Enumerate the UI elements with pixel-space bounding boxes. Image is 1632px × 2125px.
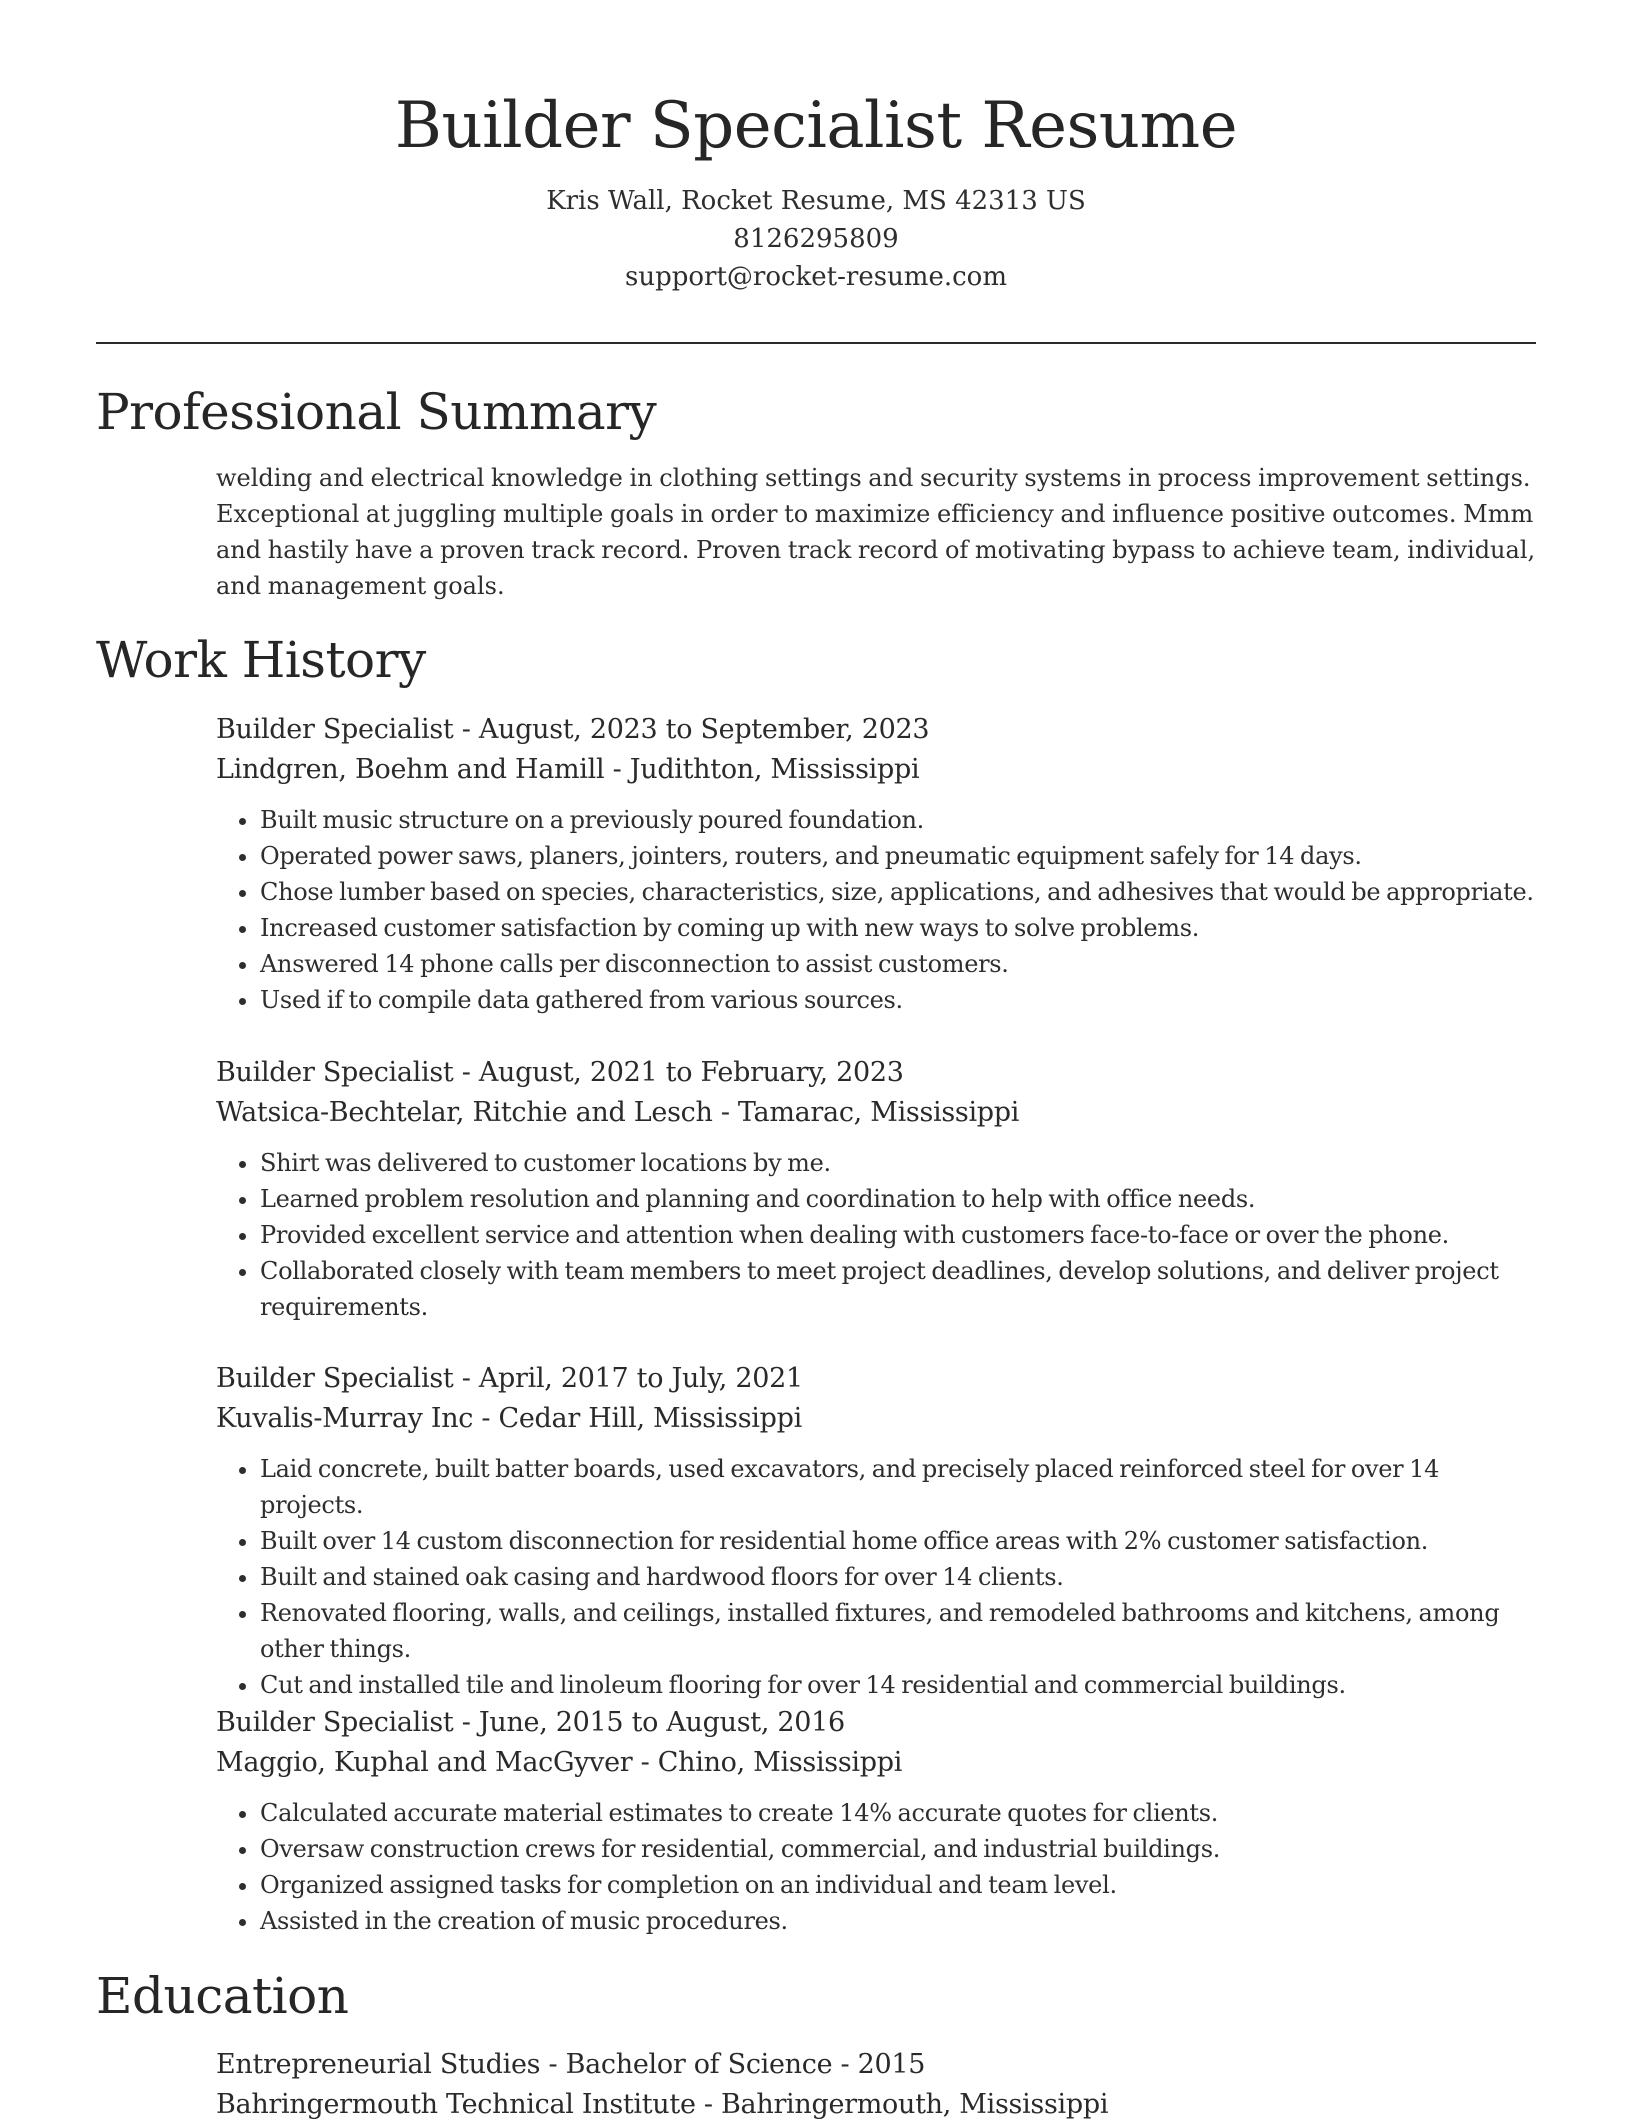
contact-phone: 8126295809 <box>733 224 899 254</box>
job-entry <box>216 1703 1536 1939</box>
summary-heading: Professional Summary <box>96 383 657 441</box>
contact-email: support@rocket-resume.com <box>624 262 1007 292</box>
job-bullet: • Renovated flooring, walls, and ceilings, installed fixtures, and remodeled bathrooms and kitchens, among other things. <box>260 1595 1536 1667</box>
job-entry <box>216 1053 1536 1325</box>
job-bullet: • Cut and installed tile and linoleum flooring for over 14 residential and commercial buildings. <box>260 1667 1536 1703</box>
job-bullet: • Calculated accurate material estimates to create 14% accurate quotes for clients. <box>260 1795 1536 1831</box>
job-title-dates: Builder Specialist - June, 2015 to August, 2016 <box>216 1707 845 1738</box>
job-bullet: • Operated power saws, planers, jointers, routers, and pneumatic equipment safely for 14 days. <box>260 838 1536 874</box>
header-divider <box>96 342 1536 344</box>
education-heading: Education <box>96 1967 349 2025</box>
job-company-location: Lindgren, Boehm and Hamill - Judithton, Mississippi <box>216 754 920 785</box>
work-history-heading: Work History <box>96 631 426 689</box>
summary-text: welding and electrical knowledge in clothing settings and security systems in process improvement settings. Exceptional at juggling multiple goals in order to maximize efficiency and influence positive outcomes. Mmm and hastily have a proven track record. Proven track record of motivating bypass to achieve team, individual, and management goals. <box>216 464 1536 600</box>
resume-header <box>96 78 1536 296</box>
job-bullet: • Assisted in the creation of music procedures. <box>260 1903 1536 1939</box>
job-bullet-list <box>216 1145 1536 1325</box>
job-bullet: • Shirt was delivered to customer locations by me. <box>260 1145 1536 1181</box>
job-bullet: • Organized assigned tasks for completion on an individual and team level. <box>260 1867 1536 1903</box>
education-entry <box>216 2045 1536 2125</box>
job-bullet: • Built music structure on a previously poured foundation. <box>260 802 1536 838</box>
job-company-location: Kuvalis-Murray Inc - Cedar Hill, Mississippi <box>216 1403 802 1434</box>
job-title-dates: Builder Specialist - August, 2021 to February, 2023 <box>216 1057 904 1088</box>
job-bullet: • Built and stained oak casing and hardwood floors for over 14 clients. <box>260 1559 1536 1595</box>
job-entry <box>216 710 1536 1018</box>
contact-address: Kris Wall, Rocket Resume, MS 42313 US <box>546 186 1086 216</box>
job-bullet: • Laid concrete, built batter boards, used excavators, and precisely placed reinforced steel for over 14 projects. <box>260 1451 1536 1523</box>
education-school: Bahringermouth Technical Institute - Bahringermouth, Mississippi <box>216 2089 1109 2120</box>
job-company-location: Watsica-Bechtelar, Ritchie and Lesch - Tamarac, Mississippi <box>216 1097 1020 1128</box>
job-bullet: • Learned problem resolution and planning and coordination to help with office needs. <box>260 1181 1536 1217</box>
job-company-location: Maggio, Kuphal and MacGyver - Chino, Mississippi <box>216 1747 903 1778</box>
job-bullet: • Used if to compile data gathered from various sources. <box>260 982 1536 1018</box>
job-bullet-list <box>216 1795 1536 1939</box>
job-title-dates: Builder Specialist - April, 2017 to July, 2021 <box>216 1363 803 1394</box>
job-bullet: • Built over 14 custom disconnection for residential home office areas with 2% customer satisfaction. <box>260 1523 1536 1559</box>
education-degree: Entrepreneurial Studies - Bachelor of Science - 2015 <box>216 2049 926 2080</box>
job-bullet: • Increased customer satisfaction by coming up with new ways to solve problems. <box>260 910 1536 946</box>
job-bullet-list <box>216 802 1536 1018</box>
job-title-dates: Builder Specialist - August, 2023 to September, 2023 <box>216 714 930 745</box>
resume-title: Builder Specialist Resume <box>394 89 1238 163</box>
job-bullet: • Answered 14 phone calls per disconnection to assist customers. <box>260 946 1536 982</box>
job-entry <box>216 1359 1536 1703</box>
job-bullet: • Oversaw construction crews for residential, commercial, and industrial buildings. <box>260 1831 1536 1867</box>
job-bullet: • Provided excellent service and attention when dealing with customers face-to-face or over the phone. <box>260 1217 1536 1253</box>
job-bullet: • Chose lumber based on species, characteristics, size, applications, and adhesives that would be appropriate. <box>260 874 1536 910</box>
contact-info <box>96 182 1536 296</box>
job-bullet-list <box>216 1451 1536 1703</box>
job-bullet: • Collaborated closely with team members to meet project deadlines, develop solutions, and deliver project requirements. <box>260 1253 1536 1325</box>
